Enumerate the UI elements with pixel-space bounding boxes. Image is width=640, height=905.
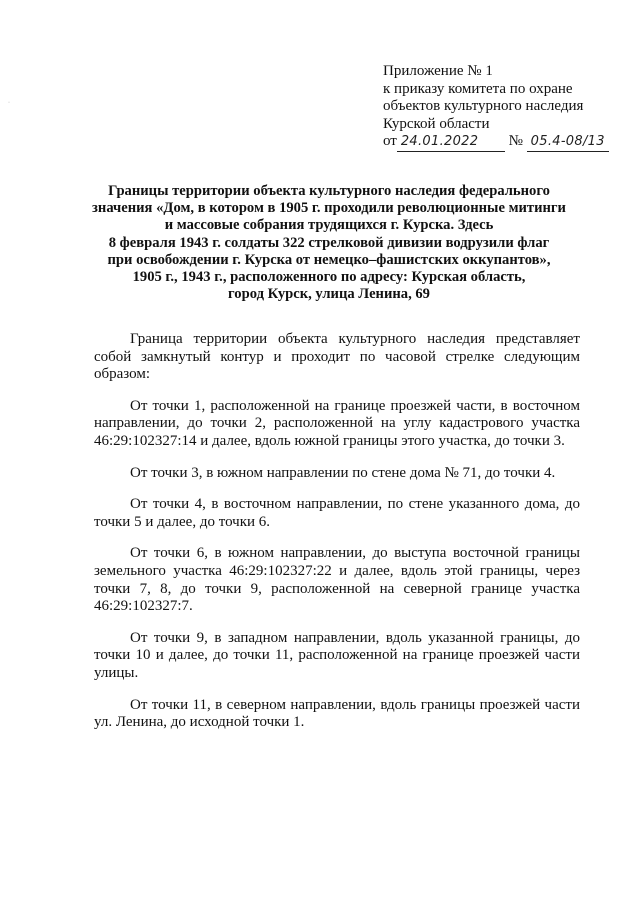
- annex-region-line: Курской области: [383, 115, 490, 132]
- title-line: и массовые собрания трудящихся г. Курска. Здесь: [164, 217, 494, 234]
- title-line: при освобождении г. Курска от немецко–фашистских оккупантов»,: [107, 251, 551, 268]
- boundary-paragraph: От точки 11, в северном направлении, вдоль границы проезжей части ул. Ленина, до исходной точки 1.: [94, 696, 580, 731]
- boundary-paragraph: От точки 9, в западном направлении, вдоль указанной границы, до точки 10 и далее, до точки 11, расположенной на границе проезжей части улицы.: [94, 629, 580, 681]
- annex-title: Приложение № 1: [383, 63, 493, 79]
- margin-mark: ·: [8, 100, 10, 106]
- boundary-paragraph: От точки 4, в восточном направлении, по стене указанного дома, до точки 5 и далее, до точки 6.: [94, 496, 580, 530]
- boundary-paragraph: От точки 6, в южном направлении, до выступа восточной границы земельного участка 46:29:102327:22 и далее, вдоль этой границы, через точки 7, 8, до точки 9, расположенной на северной границе участка 46:29:102327:7.: [94, 545, 580, 615]
- document-title: [84, 183, 574, 303]
- annex-block: [383, 63, 623, 152]
- title-line: Границы территории объекта культурного наследия федерального: [108, 183, 550, 199]
- annex-committee-line: объектов культурного наследия: [383, 98, 584, 114]
- title-line: город Курск, улица Ленина, 69: [228, 286, 430, 303]
- boundary-paragraph: От точки 1, расположенной на границе проезжей части, в восточном направлении, до точки 2, расположенной на углу кадастрового участка 46:29:102327:14 и далее, вдоль южной границы этого участка, до точки 3.: [94, 397, 580, 449]
- date-prefix: от: [383, 133, 397, 149]
- title-line: 8 февраля 1943 г. солдаты 322 стрелковой дивизии водрузили флаг: [108, 234, 550, 251]
- title-line: 1905 г., 1943 г., расположенного по адресу: Курская область,: [132, 269, 526, 286]
- intro-paragraph: Граница территории объекта культурного наследия представляет собой замкнутый контур и проходит по часовой стрелке следующим образом:: [94, 331, 580, 383]
- annex-date-number-line: [383, 133, 623, 152]
- handwritten-date: 24.01.2022: [397, 133, 505, 152]
- annex-order-line: к приказу комитета по охране: [383, 80, 573, 97]
- number-prefix: №: [508, 133, 523, 149]
- handwritten-number: 05.4-08/13: [527, 133, 609, 152]
- boundary-paragraph: От точки 3, в южном направлении по стене дома № 71, до точки 4.: [130, 464, 556, 481]
- document-body: [94, 331, 580, 746]
- title-line: значения «Дом, в котором в 1905 г. проходили революционные митинги: [92, 200, 566, 217]
